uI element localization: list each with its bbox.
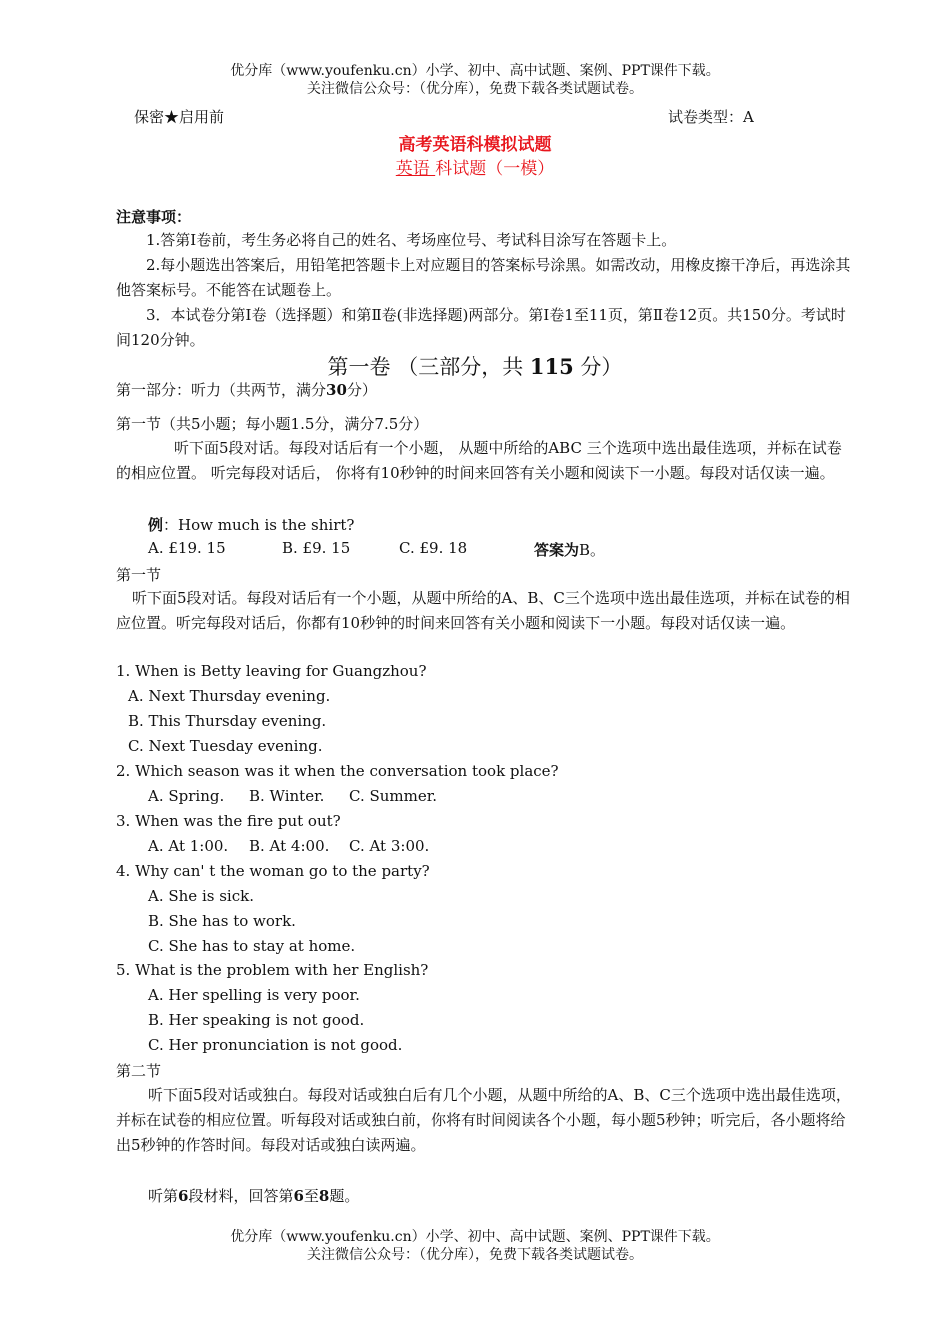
exam-title: 高考英语科模拟试题: [398, 135, 552, 155]
confidential-label: 保密★启用前: [134, 108, 225, 126]
section2-paragraph: 听下面5段对话或独白。每段对话或独白后有几个小题，从题中所给的A、B、C三个选项中选出最佳选项，并标在试卷的相应位置。听每段对话或独白前，你将有时间阅读各个小题，每小题5秒钟；听完后，各小题将给出5秒钟的作答时间。每段对话或独白读两遍。: [116, 1086, 851, 1154]
question-3: 3. When was the fire put out?: [116, 812, 341, 830]
question-2-option-c: C. Summer.: [349, 787, 438, 805]
part1-suffix: 分）: [346, 381, 377, 399]
example-answer-value: B。: [579, 541, 606, 559]
part1-prefix: 第一部分：听力（共两节，满分: [116, 381, 327, 399]
question-4-option-b: B. She has to work.: [148, 912, 296, 930]
question-5-option-b: B. Her speaking is not good.: [148, 1011, 365, 1029]
question-3-option-c: C. At 3:00.: [349, 837, 430, 855]
material-number-1: 6: [178, 1187, 189, 1205]
question-5-option-c: C. Her pronunciation is not good.: [148, 1036, 403, 1054]
material-text-1: 听第: [148, 1187, 179, 1205]
volume-score: 115: [529, 354, 574, 379]
subtitle-rest: 科试题（一模）: [435, 159, 555, 179]
question-2-option-b: B. Winter.: [249, 787, 325, 805]
volume-suffix: 分）: [573, 355, 623, 379]
example-option-b: B. £9. 15: [282, 539, 351, 557]
volume-prefix: 第一卷 （三部分，共: [327, 355, 530, 379]
section2-heading: 第二节: [116, 1062, 162, 1080]
question-5: 5. What is the problem with her English?: [116, 961, 429, 979]
material-text-4: 题。: [329, 1187, 360, 1205]
notes-item-1: 1.答第Ⅰ卷前，考生务必将自己的姓名、考场座位号、考试科目涂写在答题卡上。: [146, 231, 677, 249]
example-answer: [534, 539, 605, 560]
footer-line-2: 关注微信公众号：（优分库），免费下载各类试题试卷。: [307, 1247, 643, 1263]
section1-intro-heading: 第一节（共5小题；每小题1.5分，满分7.5分）: [116, 415, 429, 433]
notes-heading: 注意事项：: [116, 208, 192, 226]
section1-paragraph: 听下面5段对话。每段对话后有一个小题，从题中所给的A、B、C三个选项中选出最佳选项，并标在试卷的相应位置。听完每段对话后，你都有10秒钟的时间来回答有关小题和阅读下一小题。每段对话仅读一遍。: [116, 589, 850, 632]
header-line-1: 优分库（www.youfenku.cn）小学、初中、高中试题、案例、PPT课件下载。: [230, 63, 720, 79]
question-4-option-c: C. She has to stay at home.: [148, 937, 356, 955]
example-answer-label: 答案为: [534, 541, 580, 559]
section1-heading: 第一节: [116, 566, 162, 584]
example-question: [148, 514, 354, 535]
question-1-option-c: C. Next Tuesday evening.: [128, 737, 323, 755]
exam-subtitle: [0, 154, 950, 179]
example-option-a: A. £19. 15: [148, 539, 226, 557]
example-question-text: ：How much is the shirt?: [163, 516, 355, 534]
question-1-option-b: B. This Thursday evening.: [128, 712, 327, 730]
notes-item-3: 3．本试卷分第Ⅰ卷（选择题）和第Ⅱ卷(非选择题)两部分。第Ⅰ卷1至11页，第Ⅱ卷12页。共150分。考试时间120分钟。: [116, 306, 846, 349]
notes-item-2: 2.每小题选出答案后，用铅笔把答题卡上对应题目的答案标号涂黑。如需改动，用橡皮擦干净后，再选涂其他答案标号。不能答在试题卷上。: [116, 256, 851, 299]
question-3-option-b: B. At 4:00.: [249, 837, 330, 855]
question-4: 4. Why can' t the woman go to the party?: [116, 862, 430, 880]
header-line-2: 关注微信公众号：（优分库），免费下载各类试题试卷。: [307, 81, 643, 97]
question-1-option-a: A. Next Thursday evening.: [128, 687, 331, 705]
section1-intro-paragraph: 听下面5段对话。每段对话后有一个小题， 从题中所给的ABC 三个选项中选出最佳选项，并标在试卷的相应位置。 听完每段对话后， 你将有10秒钟的时间来回答有关小题和阅读下一小题。每段对话仅读一遍。: [116, 439, 842, 482]
part1-score: 30: [326, 381, 347, 399]
paper-type-label: 试卷类型：A: [668, 108, 754, 126]
part1-heading: [116, 379, 377, 400]
material-number-2: 6: [293, 1187, 304, 1205]
question-4-option-a: A. She is sick.: [148, 887, 254, 905]
subtitle-subject: 英语: [395, 159, 436, 179]
question-2-option-a: A. Spring.: [148, 787, 225, 805]
question-3-option-a: A. At 1:00.: [148, 837, 229, 855]
volume-heading: [0, 351, 950, 381]
question-5-option-a: A. Her spelling is very poor.: [148, 986, 360, 1004]
material-number-3: 8: [318, 1187, 330, 1205]
footer-line-1: 优分库（www.youfenku.cn）小学、初中、高中试题、案例、PPT课件下载。: [230, 1229, 720, 1245]
material-instruction: [148, 1185, 359, 1206]
question-1: 1. When is Betty leaving for Guangzhou?: [116, 662, 427, 680]
question-2: 2. Which season was it when the conversation took place?: [116, 762, 559, 780]
material-text-2: 段材料，回答第: [188, 1187, 294, 1205]
example-option-c: C. £9. 18: [399, 539, 468, 557]
material-text-3: 至: [303, 1187, 319, 1205]
example-label: 例: [148, 516, 164, 534]
